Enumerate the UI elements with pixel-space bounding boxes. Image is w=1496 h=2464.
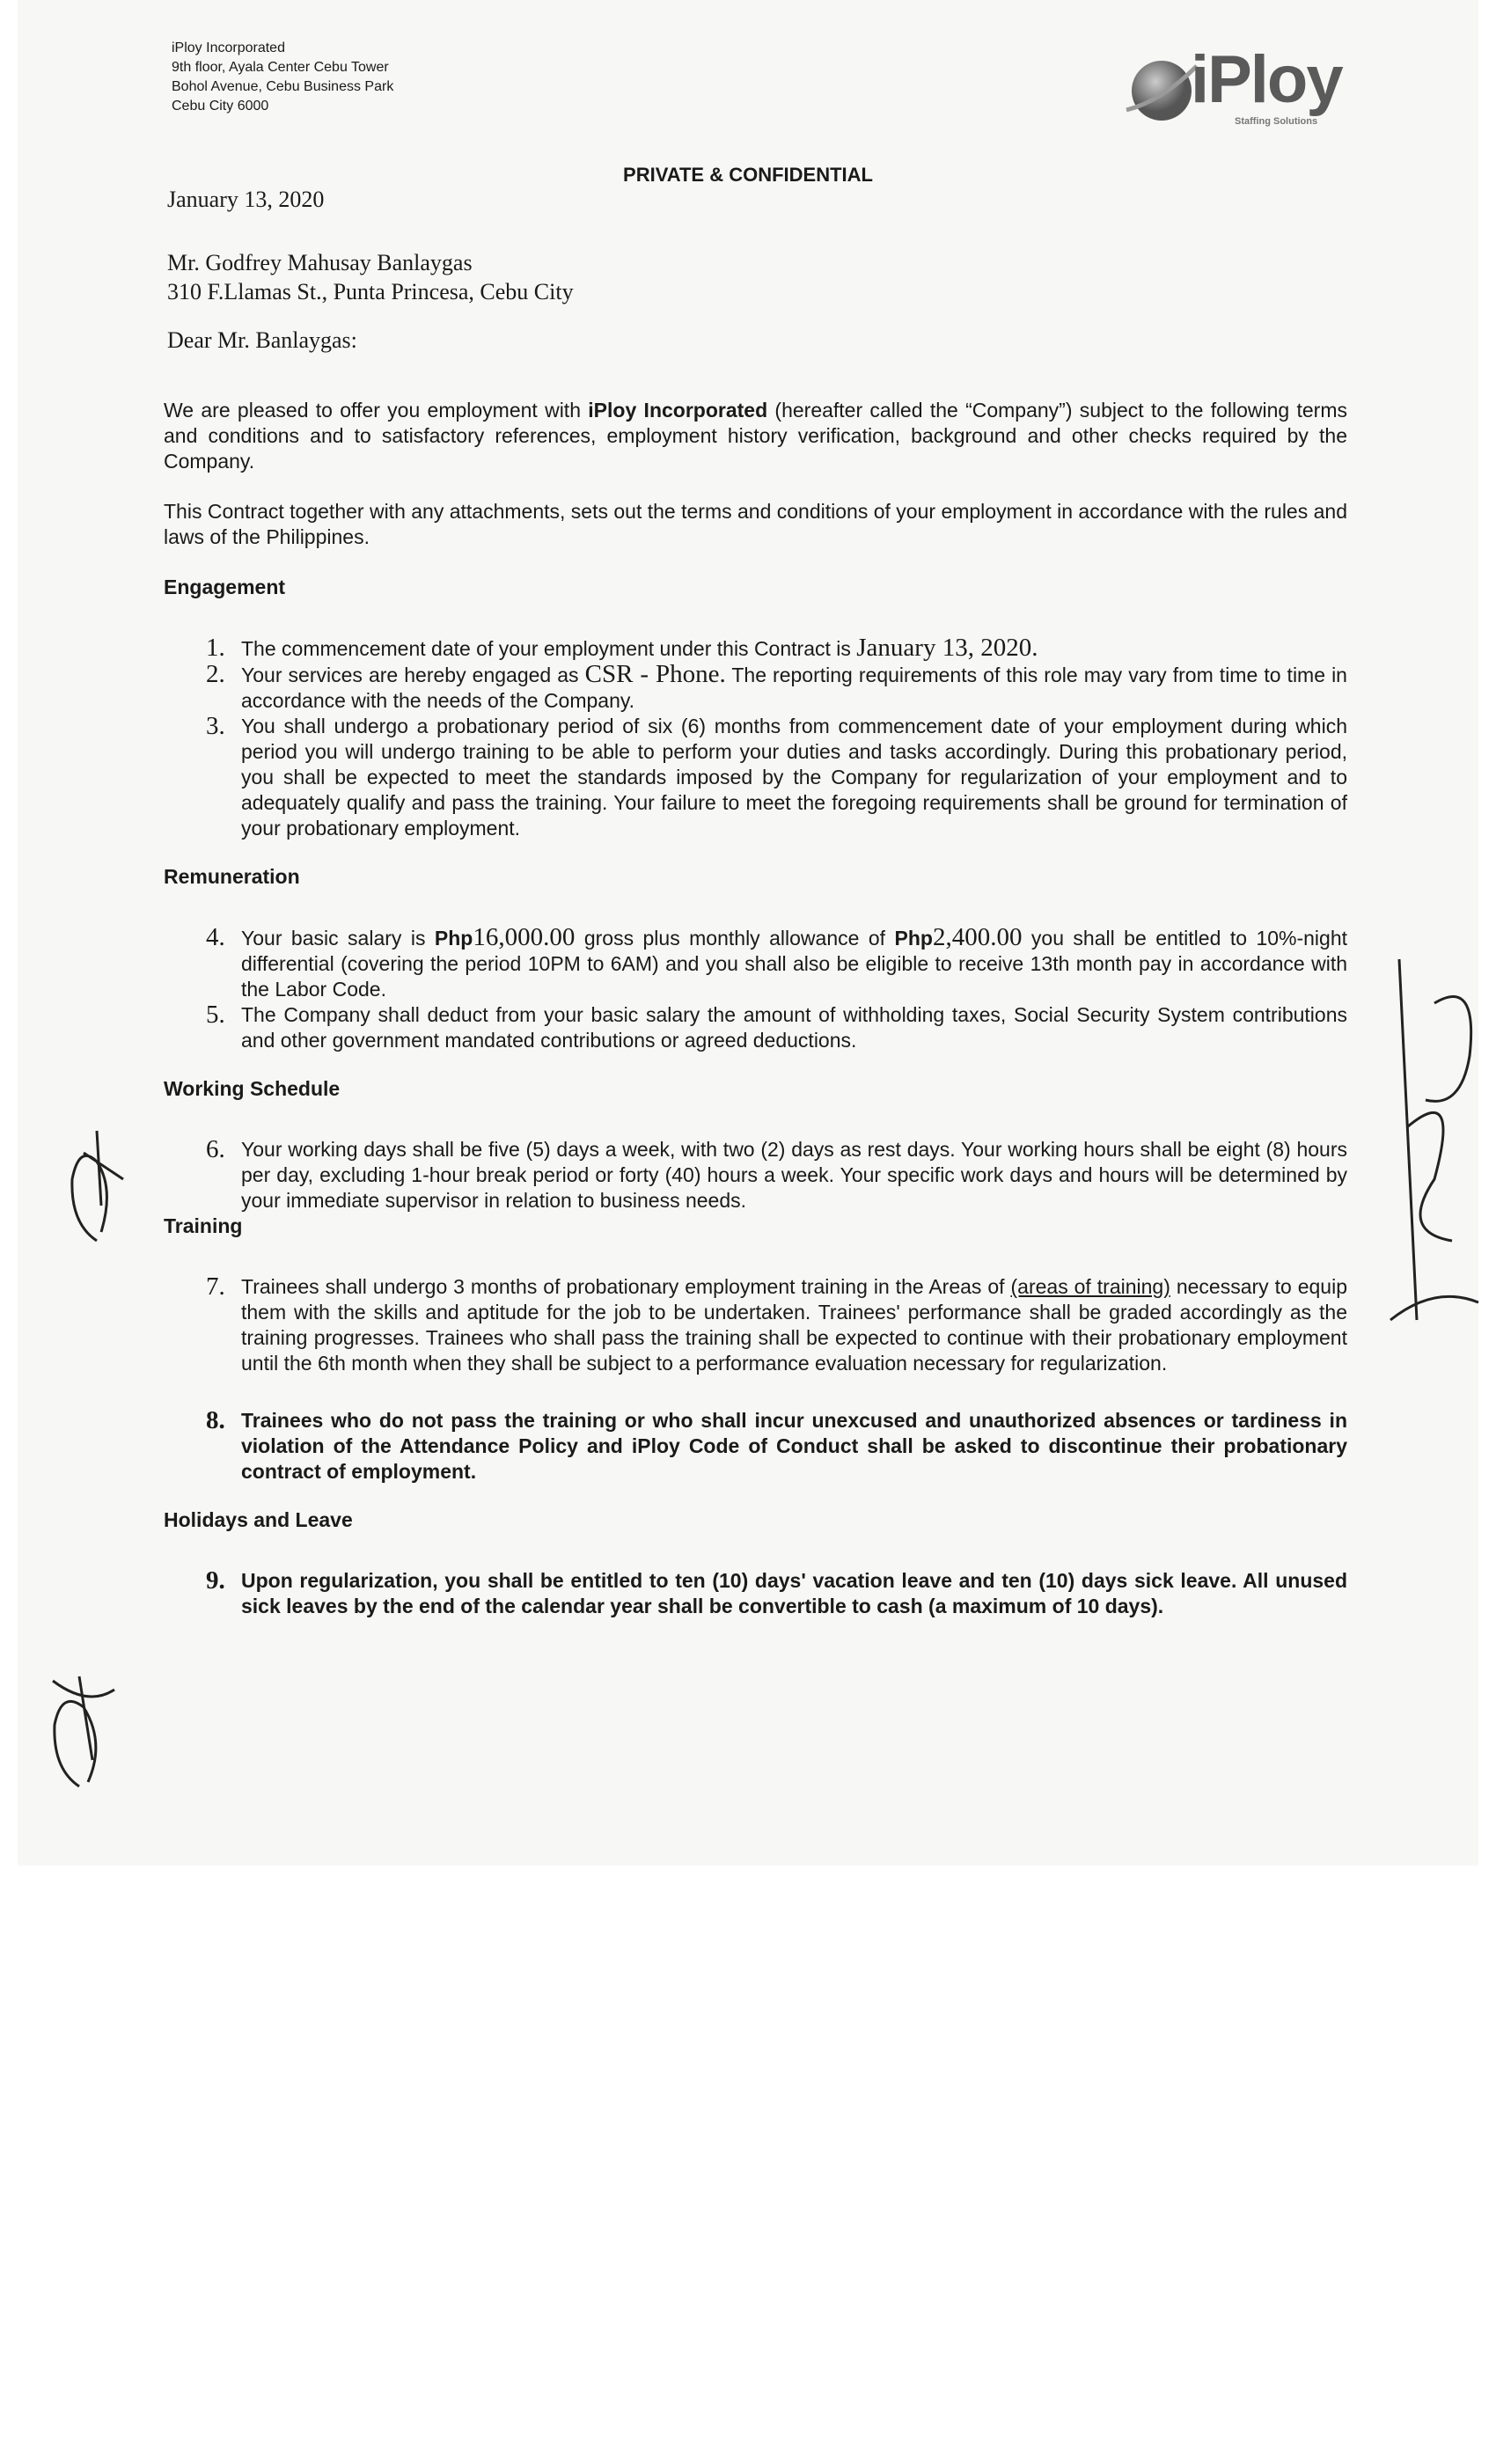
section-holidays-leave: Holidays and Leave (164, 1508, 353, 1531)
text: We are pleased to offer you employment with (164, 399, 589, 422)
allowance: 2,400.00 (932, 923, 1023, 951)
clause-number: 7. (206, 1272, 225, 1301)
currency: Php (894, 927, 933, 950)
text: The commencement date of your employment under this Contract is (241, 637, 857, 660)
clause-3 (206, 714, 1347, 841)
clause-text: The Company shall deduct from your basic salary the amount of withholding taxes, Social Security System contributions and other government mandated contributions or agreed deductions. (241, 1003, 1347, 1052)
initials-mark (62, 1126, 141, 1250)
clause-text: Trainees who do not pass the training or who shall incur unexcused and unauthorized absences or tardiness in violation of the Attendance Policy and iPloy Code of Conduct shall be asked to discontinue their probationary contract of employment. (241, 1409, 1347, 1483)
clause-9 (206, 1568, 1347, 1619)
clause-number: 2. (206, 660, 225, 688)
section-engagement: Engagement (164, 576, 286, 598)
clause-number: 4. (206, 923, 225, 951)
company-name: iPloy Incorporated (588, 399, 768, 422)
clause-number: 3. (206, 712, 225, 740)
confidential-heading: PRIVATE & CONFIDENTIAL (623, 164, 873, 186)
clause-text: Your working days shall be five (5) days a week, with two (2) days as rest days. Your working hours shall be eight (8) hours per day, excluding 1-hour break period or forty (40) hours a week. Your specific work days and hours will be determined by your immediate supervisor in relation to business needs. (241, 1138, 1347, 1212)
recipient-block (167, 248, 574, 306)
clause-1 (206, 635, 1347, 662)
initials-mark (44, 1672, 123, 1795)
position: CSR - Phone. (584, 660, 726, 688)
recipient-name: Mr. Godfrey Mahusay Banlaygas (167, 250, 473, 275)
logo-tagline: Staffing Solutions (1235, 116, 1318, 127)
clause-7 (206, 1274, 1347, 1376)
globe-icon (1122, 48, 1201, 136)
sender-address (172, 39, 393, 116)
salutation: Dear Mr. Banlaygas: (167, 327, 357, 353)
section-remuneration: Remuneration (164, 865, 300, 888)
basic-salary: 16,000.00 (473, 923, 576, 951)
clause-number: 9. (206, 1566, 225, 1595)
clause-number: 6. (206, 1135, 225, 1163)
start-date: January 13, 2020. (856, 634, 1038, 662)
text: gross plus monthly allowance of (575, 927, 895, 950)
clause-6 (206, 1137, 1347, 1214)
text: Trainees shall undergo 3 months of probationary employment training in the Areas of (241, 1275, 1011, 1298)
section-working-schedule: Working Schedule (164, 1077, 341, 1100)
text: (hereafter called the “Company”) subject to the following terms and conditions and to satisfactory references, employment history verification, background and other checks required by the Company. (164, 399, 1347, 473)
training-areas: (areas of training) (1010, 1275, 1170, 1298)
clause-number: 1. (206, 634, 225, 662)
text: Your basic salary is (241, 927, 435, 950)
clause-number: 5. (206, 1001, 225, 1029)
sender-line: Cebu City 6000 (172, 99, 269, 114)
contract-paragraph: This Contract together with any attachments, sets out the terms and conditions of your employment in accordance with the rules and laws of the Philippines. (164, 500, 1347, 548)
clause-8 (206, 1408, 1347, 1485)
logo-wordmark: iPloy (1191, 42, 1342, 117)
letter-body (164, 398, 1347, 1619)
section-training: Training (164, 1214, 243, 1237)
text: necessary to equip them with the skills and aptitude for the job to be undertaken. Trainees' performance shall be graded accordingly as the training progresses. Trainees who shall pass the training shall be expected to continue with their probationary employment until the 6th month when they shall be subject to a performance evaluation necessary for regularization. (241, 1275, 1348, 1375)
intro-paragraph (164, 398, 1347, 474)
text: Your services are hereby engaged as (241, 664, 585, 686)
clause-number: 8. (206, 1406, 225, 1434)
letter-date: January 13, 2020 (167, 187, 325, 212)
company-logo (1122, 42, 1368, 136)
clause-text: You shall undergo a probationary period of six (6) months from commencement date of your employment during which period you will undergo training to be able to perform your duties and tasks accordingly. During this probationary period, you shall be expected to meet the standards imposed by the Company for regularization of your employment and to adequately qualify and pass the training. Your failure to meet the foregoing requirements shall be ground for termination of your probationary employment. (241, 715, 1347, 840)
clause-text: Upon regularization, you shall be entitled to ten (10) days' vacation leave and ten (10) days sick leave. All unused sick leaves by the end of the calendar year shall be convertible to cash (a maximum of 10 days). (241, 1569, 1347, 1617)
currency: Php (434, 927, 473, 950)
clause-5 (206, 1002, 1347, 1053)
sender-line: 9th floor, Ayala Center Cebu Tower (172, 60, 389, 75)
text: you shall be entitled to 10%-night differential (covering the period 10PM to 6AM) and you shall also be eligible to receive 13th month pay in accordance with the Labor Code. (241, 927, 1348, 1001)
recipient-address: 310 F.Llamas St., Punta Princesa, Cebu City (167, 279, 574, 304)
margin-signature (1382, 950, 1487, 1338)
text: The reporting requirements of this role may vary from time to time in accordance with the needs of the Company. (241, 664, 1347, 712)
clause-4 (206, 925, 1347, 1002)
sender-line: Bohol Avenue, Cebu Business Park (172, 79, 394, 94)
sender-line: iPloy Incorporated (172, 40, 285, 55)
clause-2 (206, 662, 1347, 714)
